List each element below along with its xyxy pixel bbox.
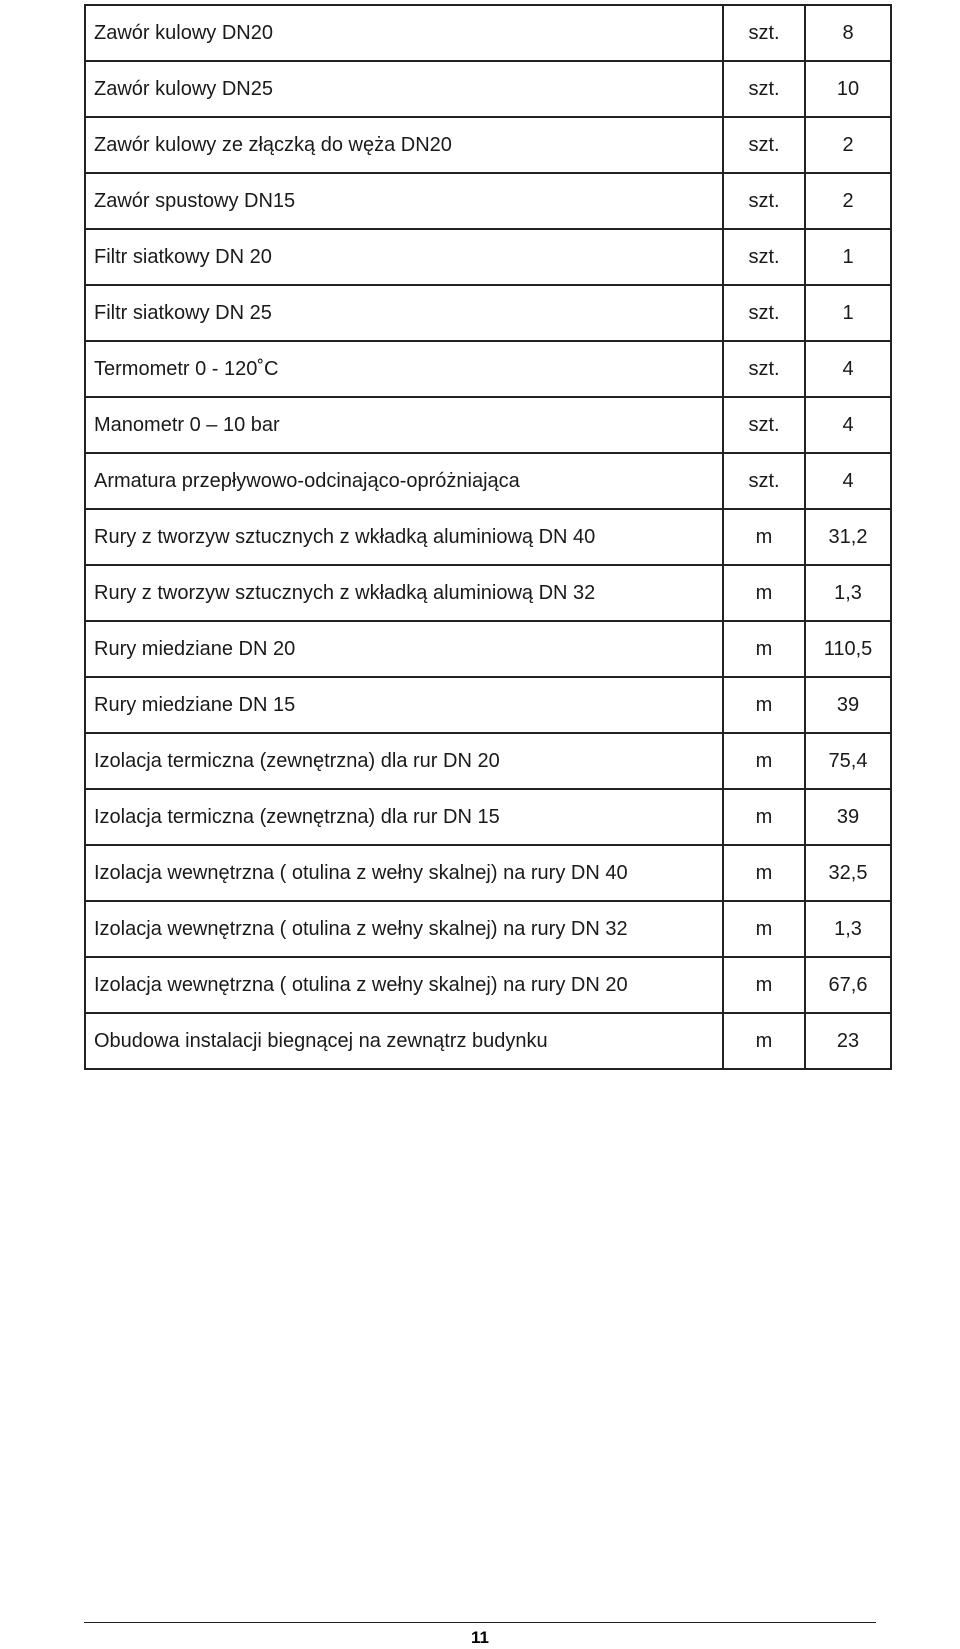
item-quantity-cell: 4: [805, 397, 891, 453]
item-name-cell: Rury z tworzyw sztucznych z wkładką aluminiową DN 40: [85, 509, 723, 565]
item-quantity-cell: 1,3: [805, 901, 891, 957]
item-name-cell: Rury miedziane DN 20: [85, 621, 723, 677]
item-unit-cell: m: [723, 565, 805, 621]
item-quantity-cell: 39: [805, 789, 891, 845]
table-row: [85, 453, 891, 509]
table-row: [85, 229, 891, 285]
item-quantity-cell: 67,6: [805, 957, 891, 1013]
item-name-cell: Zawór kulowy DN25: [85, 61, 723, 117]
item-unit-cell: m: [723, 677, 805, 733]
table-row: [85, 5, 891, 61]
table-row: [85, 117, 891, 173]
item-quantity-cell: 1: [805, 229, 891, 285]
item-name-cell: Rury z tworzyw sztucznych z wkładką aluminiową DN 32: [85, 565, 723, 621]
item-unit-cell: m: [723, 901, 805, 957]
item-name-cell: Izolacja termiczna (zewnętrzna) dla rur DN 20: [85, 733, 723, 789]
item-unit-cell: m: [723, 733, 805, 789]
item-quantity-cell: 2: [805, 117, 891, 173]
table-row: [85, 789, 891, 845]
item-name-cell: Rury miedziane DN 15: [85, 677, 723, 733]
table-row: [85, 957, 891, 1013]
item-quantity-cell: 31,2: [805, 509, 891, 565]
item-quantity-cell: 2: [805, 173, 891, 229]
item-name-cell: Izolacja wewnętrzna ( otulina z wełny skalnej) na rury DN 20: [85, 957, 723, 1013]
item-name-cell: Filtr siatkowy DN 25: [85, 285, 723, 341]
item-unit-cell: m: [723, 621, 805, 677]
item-quantity-cell: 4: [805, 341, 891, 397]
item-unit-cell: szt.: [723, 173, 805, 229]
table-row: [85, 509, 891, 565]
item-name-cell: Izolacja wewnętrzna ( otulina z wełny skalnej) na rury DN 40: [85, 845, 723, 901]
item-unit-cell: szt.: [723, 229, 805, 285]
item-unit-cell: m: [723, 789, 805, 845]
item-unit-cell: m: [723, 845, 805, 901]
table-row: [85, 61, 891, 117]
item-quantity-cell: 110,5: [805, 621, 891, 677]
item-unit-cell: m: [723, 1013, 805, 1069]
item-name-cell: Zawór kulowy DN20: [85, 5, 723, 61]
item-name-cell: Zawór spustowy DN15: [85, 173, 723, 229]
item-quantity-cell: 39: [805, 677, 891, 733]
materials-table-body: [85, 5, 891, 1069]
item-name-cell: Filtr siatkowy DN 20: [85, 229, 723, 285]
page-number: 11: [471, 1628, 489, 1647]
item-quantity-cell: 75,4: [805, 733, 891, 789]
item-unit-cell: szt.: [723, 341, 805, 397]
item-quantity-cell: 23: [805, 1013, 891, 1069]
table-row: [85, 397, 891, 453]
item-quantity-cell: 10: [805, 61, 891, 117]
item-name-cell: Izolacja termiczna (zewnętrzna) dla rur DN 15: [85, 789, 723, 845]
item-name-cell: Armatura przepływowo-odcinająco-opróżniająca: [85, 453, 723, 509]
item-unit-cell: szt.: [723, 61, 805, 117]
item-unit-cell: szt.: [723, 285, 805, 341]
table-row: [85, 901, 891, 957]
item-unit-cell: m: [723, 957, 805, 1013]
table-row: [85, 677, 891, 733]
table-row: [85, 565, 891, 621]
item-quantity-cell: 8: [805, 5, 891, 61]
table-row: [85, 341, 891, 397]
item-name-cell: Obudowa instalacji biegnącej na zewnątrz budynku: [85, 1013, 723, 1069]
item-quantity-cell: 1,3: [805, 565, 891, 621]
item-quantity-cell: 4: [805, 453, 891, 509]
item-name-cell: Zawór kulowy ze złączką do węża DN20: [85, 117, 723, 173]
item-unit-cell: szt.: [723, 453, 805, 509]
table-row: [85, 621, 891, 677]
item-quantity-cell: 32,5: [805, 845, 891, 901]
item-unit-cell: szt.: [723, 117, 805, 173]
table-row: [85, 733, 891, 789]
table-row: [85, 845, 891, 901]
table-row: [85, 285, 891, 341]
item-name-cell: Izolacja wewnętrzna ( otulina z wełny skalnej) na rury DN 32: [85, 901, 723, 957]
item-unit-cell: m: [723, 509, 805, 565]
item-name-cell: Manometr 0 – 10 bar: [85, 397, 723, 453]
footer-divider: [84, 1622, 876, 1623]
item-name-cell: Termometr 0 - 120˚C: [85, 341, 723, 397]
item-quantity-cell: 1: [805, 285, 891, 341]
item-unit-cell: szt.: [723, 397, 805, 453]
materials-table: [84, 4, 892, 1070]
table-row: [85, 1013, 891, 1069]
table-row: [85, 173, 891, 229]
item-unit-cell: szt.: [723, 5, 805, 61]
